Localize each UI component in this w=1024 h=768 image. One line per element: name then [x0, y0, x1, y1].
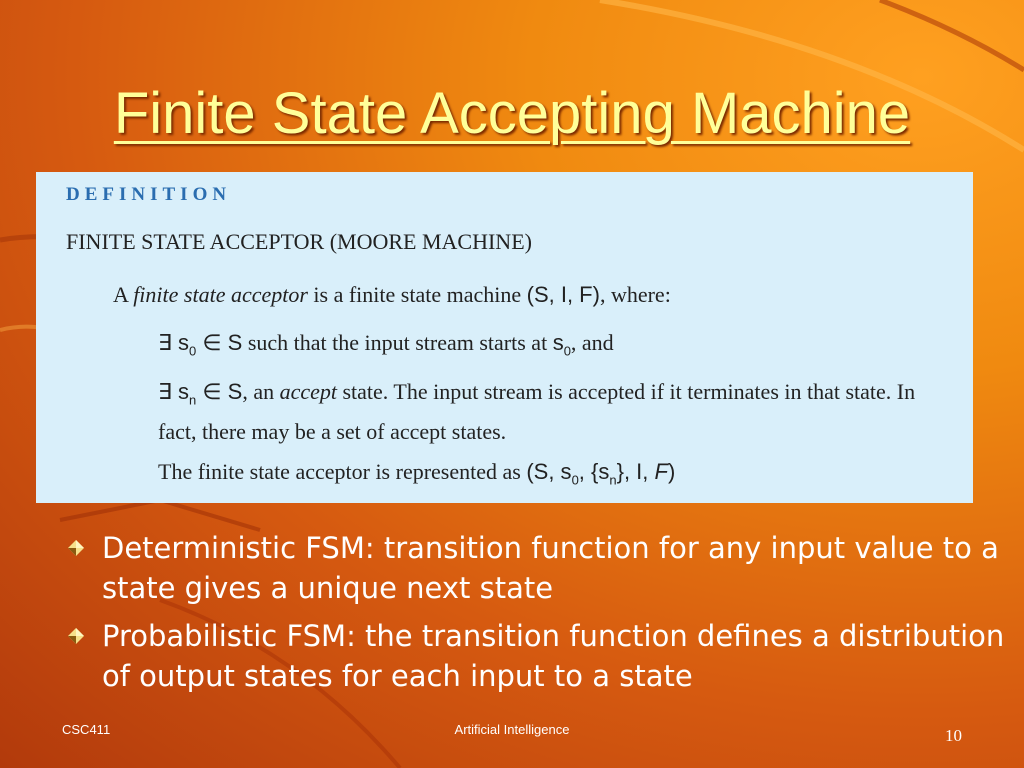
definition-title: FINITE STATE ACCEPTOR (MOORE MACHINE) [66, 229, 532, 254]
bullet-text: Probabilistic FSM: the transition function defines a distribution of output states for each input to a state [102, 619, 1005, 693]
footer-subject: Artificial Intelligence [454, 722, 570, 737]
definition-heading: DEFINITION [66, 184, 232, 205]
footer-page-number: 10 [945, 726, 962, 745]
bullet-item [62, 528, 1022, 608]
term-accept: accept [279, 379, 337, 404]
definition-box [36, 172, 973, 503]
definition-line-1: A finite state acceptor is a finite state machine (S, I, F), where: [113, 282, 671, 307]
bullet-item [62, 616, 1022, 696]
diamond-bullet-icon [68, 540, 84, 556]
definition-line-2: ∃ $s_0$ ∈ S such that the input stream starts at $s_0$, and [158, 330, 614, 359]
definition-line-3: ∃ $s_n$ ∈ S, an accept state. The input stream is accepted if it terminates in that state. In fact, there may be a set of accept states. [158, 379, 916, 445]
definition-line-4: The finite state acceptor is represented as (S, $s_0$, $\{s_n\}$, I, F) [158, 459, 676, 488]
tuple-notation: (S, I, F) [526, 282, 600, 307]
bullet-list [62, 528, 1022, 704]
term-finite-state-acceptor: finite state acceptor [133, 282, 308, 307]
footer-course: CSC411 [62, 722, 111, 737]
slide-title: Finite State Accepting Machine [113, 81, 911, 146]
bullet-text: Deterministic FSM: transition function for any input value to a state gives a unique next state [102, 531, 999, 605]
diamond-bullet-icon [68, 628, 84, 644]
